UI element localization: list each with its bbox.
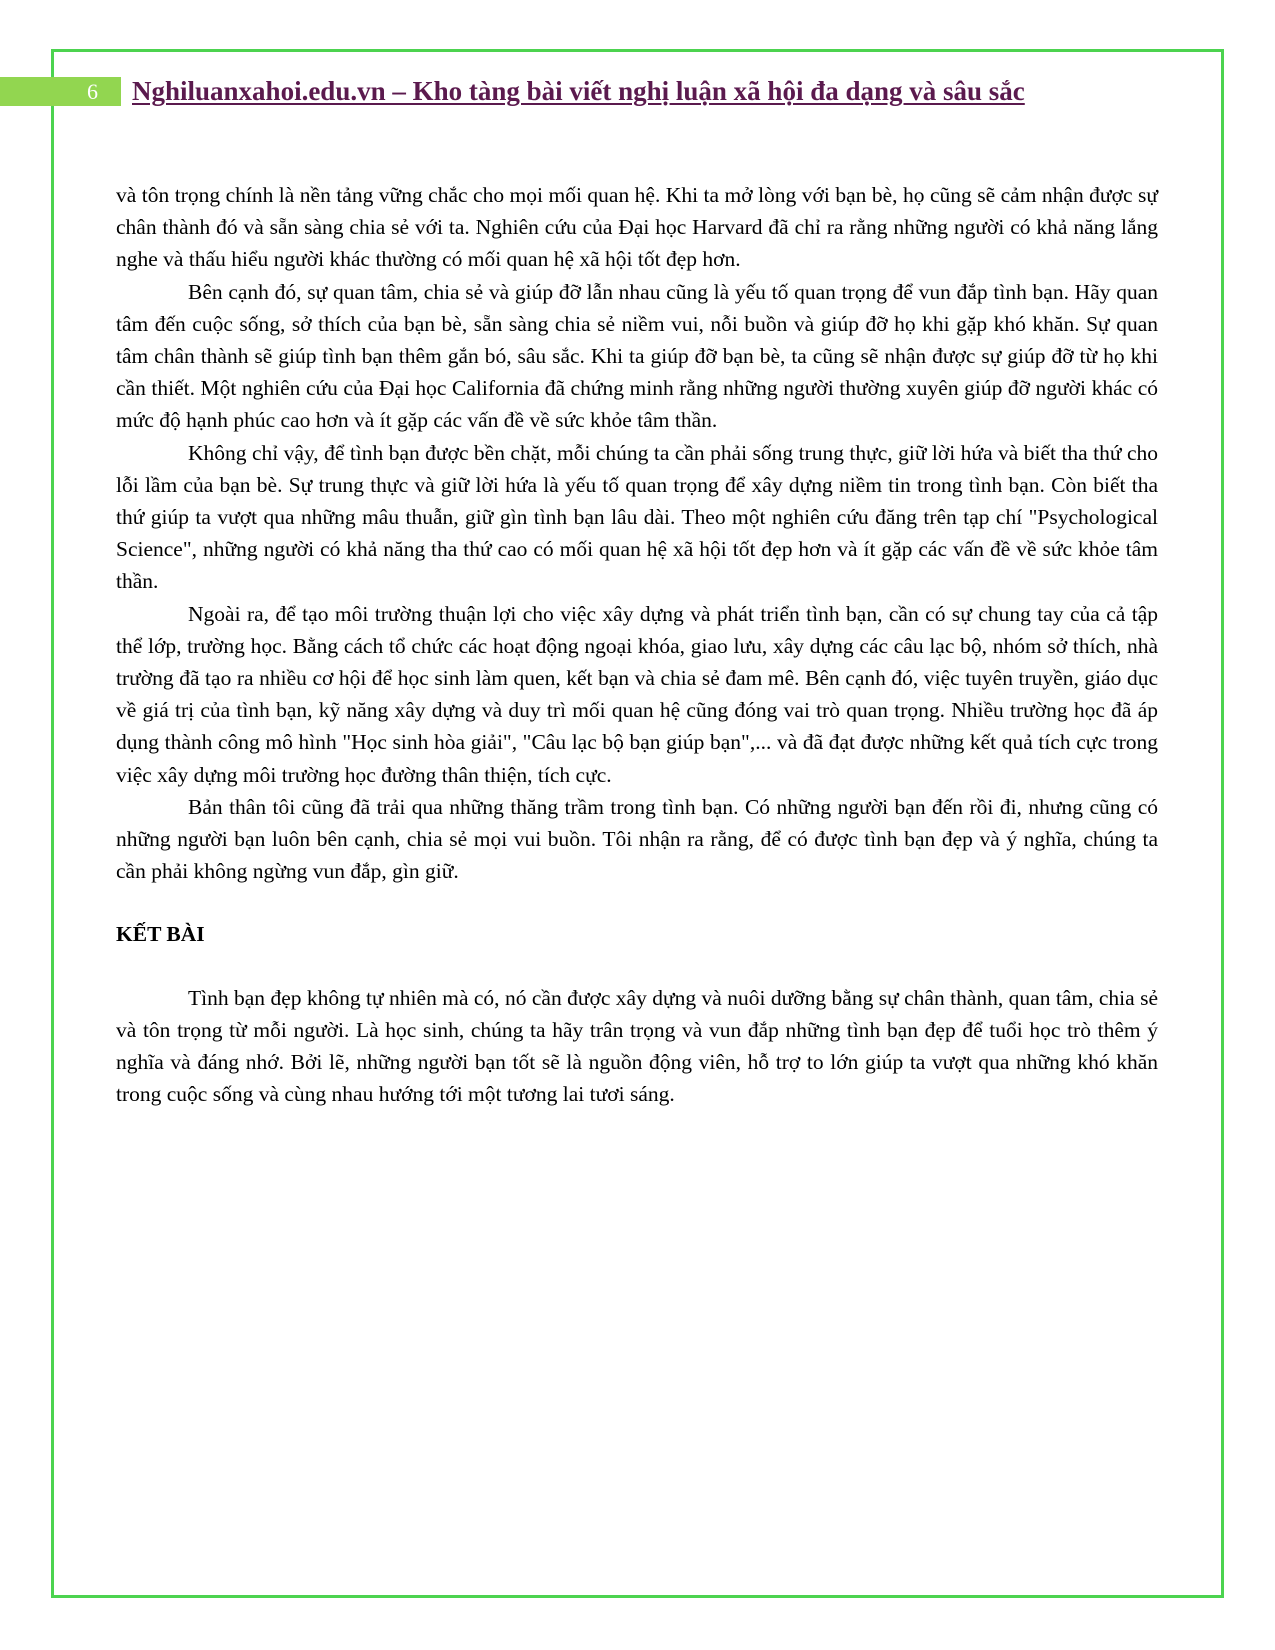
body-paragraph-2: Bên cạnh đó, sự quan tâm, chia sẻ và giúp đỡ lẫn nhau cũng là yếu tố quan trọng để vun đắp tình bạn. Hãy quan tâm đến cuộc sống, sở thích của bạn bè, sẵn sàng chia sẻ niềm vui, nỗi buồn và giúp đỡ họ khi gặp khó khăn. Sự quan tâm chân thành sẽ giúp tình bạn thêm gắn bó, sâu sắc. Khi ta giúp đỡ bạn bè, ta cũng sẽ nhận được sự giúp đỡ từ họ khi cần thiết. Một nghiên cứu của Đại học California đã chứng minh rằng những người thường xuyên giúp đỡ người khác có mức độ hạnh phúc cao hơn và ít gặp các vấn đề về sức khỏe tâm thần. [116,279,1158,433]
body-paragraph-4: Ngoài ra, để tạo môi trường thuận lợi cho việc xây dựng và phát triển tình bạn, cần có sự chung tay của cả tập thể lớp, trường học. Bằng cách tổ chức các hoạt động ngoại khóa, giao lưu, xây dựng các câu lạc bộ, nhóm sở thích, nhà trường đã tạo ra nhiều cơ hội để học sinh làm quen, kết bạn và chia sẻ đam mê. Bên cạnh đó, việc tuyên truyền, giáo dục về giá trị của tình bạn, kỹ năng xây dựng và duy trì mối quan hệ cũng đóng vai trò quan trọng. Nhiều trường học đã áp dụng thành công mô hình "Học sinh hòa giải", "Câu lạc bộ bạn giúp bạn",... và đã đạt được những kết quả tích cực trong việc xây dựng môi trường học đường thân thiện, tích cực. [116,601,1158,787]
page-number: 6 [0,77,121,106]
document-body [116,179,1158,1110]
body-paragraph-5: Bản thân tôi cũng đã trải qua những thăng trầm trong tình bạn. Có những người bạn đến rồi đi, nhưng cũng có những người bạn luôn bên cạnh, chia sẻ mọi vui buồn. Tôi nhận ra rằng, để có được tình bạn đẹp và ý nghĩa, chúng ta cần phải không ngừng vun đắp, gìn giữ. [116,794,1158,884]
header-site-title-link[interactable]: Nghiluanxahoi.edu.vn – Kho tàng bài viết nghị luận xã hội đa dạng và sâu sắc [132,76,1025,106]
conclusion-paragraph: Tình bạn đẹp không tự nhiên mà có, nó cần được xây dựng và nuôi dưỡng bằng sự chân thành, quan tâm, chia sẻ và tôn trọng từ mỗi người. Là học sinh, chúng ta hãy trân trọng và vun đắp những tình bạn đẹp để tuổi học trò thêm ý nghĩa và đáng nhớ. Bởi lẽ, những người bạn tốt sẽ là nguồn động viên, hỗ trợ to lớn giúp ta vượt qua những khó khăn trong cuộc sống và cùng nhau hướng tới một tương lai tươi sáng. [116,985,1158,1107]
body-paragraph-3: Không chỉ vậy, để tình bạn được bền chặt, mỗi chúng ta cần phải sống trung thực, giữ lời hứa và biết tha thứ cho lỗi lầm của bạn bè. Sự trung thực và giữ lời hứa là yếu tố quan trọng để xây dựng niềm tin trong tình bạn. Còn biết tha thứ giúp ta vượt qua những mâu thuẫn, giữ gìn tình bạn lâu dài. Theo một nghiên cứu đăng trên tạp chí "Psychological Science", những người có khả năng tha thứ cao có mối quan hệ xã hội tốt đẹp hơn và ít gặp các vấn đề về sức khỏe tâm thần. [116,440,1158,594]
section-heading-conclusion: KẾT BÀI [116,922,205,947]
body-paragraph-1: và tôn trọng chính là nền tảng vững chắc cho mọi mối quan hệ. Khi ta mở lòng với bạn bè, họ cũng sẽ cảm nhận được sự chân thành đó và sẵn sàng chia sẻ với ta. Nghiên cứu của Đại học Harvard đã chỉ ra rằng những người có khả năng lắng nghe và thấu hiểu người khác thường có mối quan hệ xã hội tốt đẹp hơn. [116,183,1158,272]
